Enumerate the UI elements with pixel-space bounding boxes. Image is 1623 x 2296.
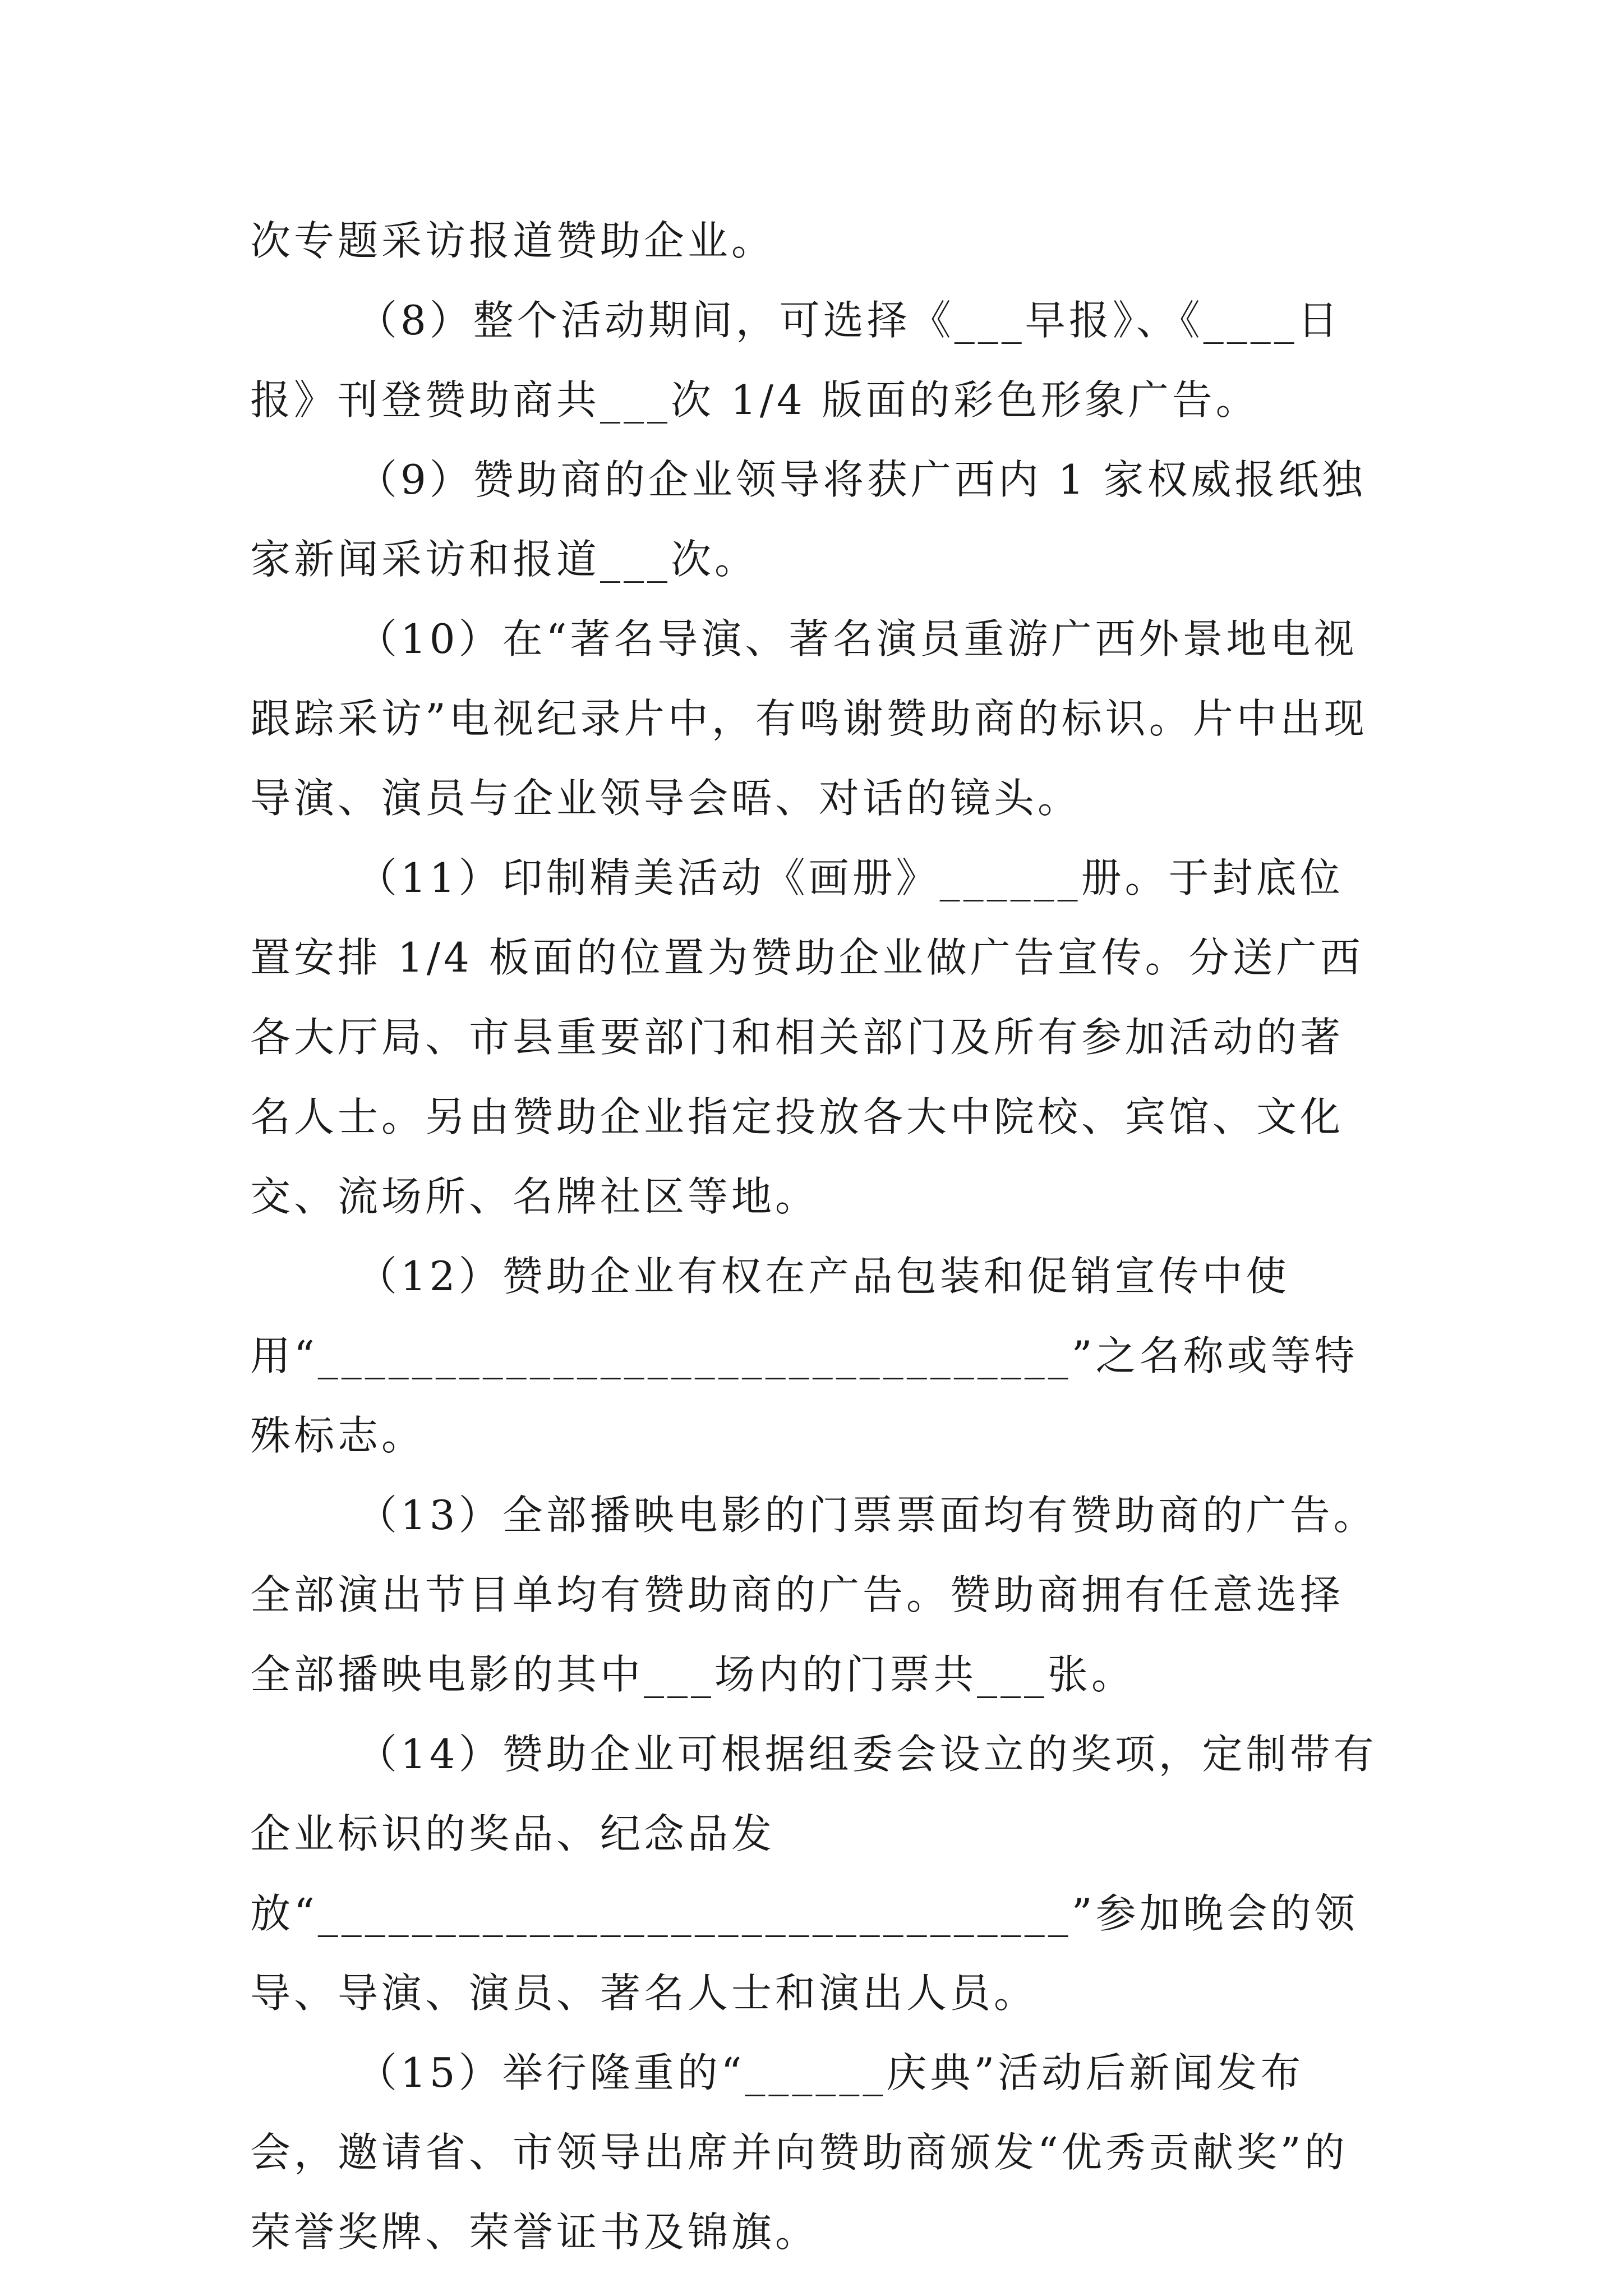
paragraph-9: （9）赞助商的企业领导将获广西内 1 家权威报纸独家新闻采访和报道___次。 [250,456,1366,583]
paragraph-13: （13）全部播映电影的门票票面均有赞助商的广告。全部演出节目单均有赞助商的广告。赞助商拥有任意选择全部播映电影的其中___场内的门票共___张。 [250,1492,1377,1698]
document-body [250,201,1383,2272]
paragraph-15: （15）举行隆重的“______庆典”活动后新闻发布会，邀请省、市领导出席并向赞助商颁发“优秀贡献奖”的荣誉奖牌、荣誉证书及锦旗。 [250,2049,1348,2256]
paragraph-12: （12）赞助企业有权在产品包装和促销宣传中使用“________________________________”之名称或等特殊标志。 [250,1253,1358,1459]
paragraph-8: （8）整个活动期间，可选择《___早报》、《____日报》刊登赞助商共___次 1/4 版面的彩色形象广告。 [250,297,1341,424]
paragraph-7-continuation: 次专题采访报道赞助企业。 [250,217,776,264]
paragraph-14: （14）赞助企业可根据组委会设立的奖项，定制带有企业标识的奖品、纪念品发放“________________________________”参加晚会的领导、导演、演员、著名人士和演出人员。 [250,1731,1377,2017]
paragraph-10: （10）在“著名导演、著名演员重游广西外景地电视跟踪采访”电视纪录片中，有鸣谢赞助商的标识。片中出现导演、演员与企业领导会晤、对话的镜头。 [250,615,1368,822]
paragraph-11: （11）印制精美活动《画册》______册。于封底位置安排 1/4 板面的位置为赞助企业做广告宣传。分送广西各大厅局、市县重要部门和相关部门及所有参加活动的著名人士。另由赞助企业指定投放各大中院校、宾馆、文化交、流场所、名牌社区等地。 [250,854,1364,1220]
